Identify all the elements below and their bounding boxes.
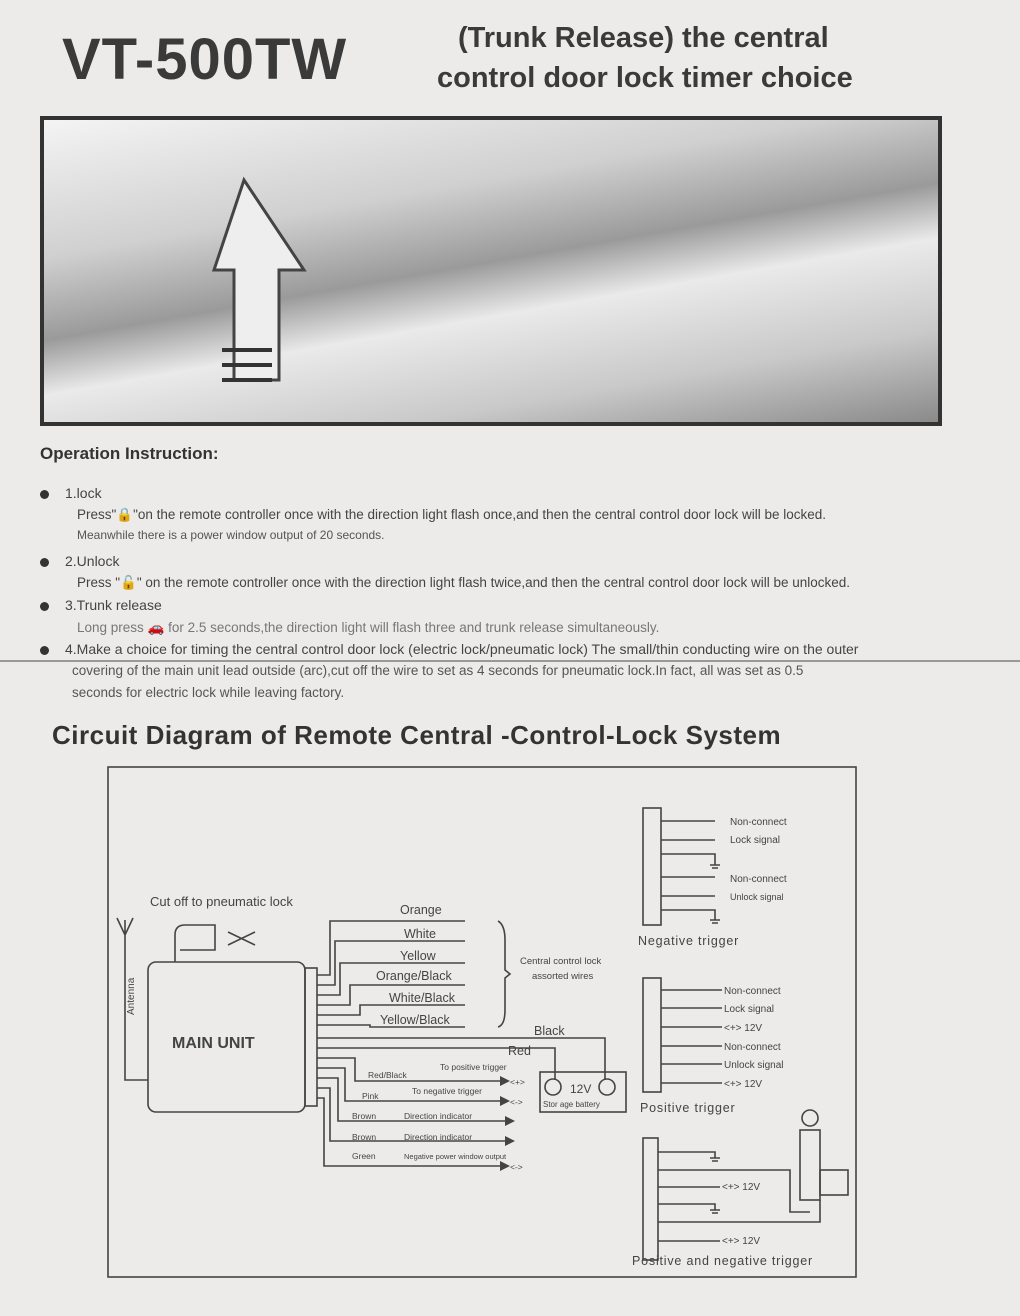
item-heading: 2.Unlock: [65, 553, 120, 569]
pin-label: <+> 12V: [722, 1182, 761, 1193]
item-heading: 4.Make a choice for timing the central control door lock (electric lock/pneumatic lock) The small/thin conducting wire on the outer: [65, 641, 859, 657]
plus-terminal: <+>: [510, 1077, 525, 1087]
operation-title: Operation Instruction:: [40, 444, 219, 463]
pin-label: Lock signal: [724, 1004, 775, 1015]
wire-label: Brown: [352, 1111, 377, 1121]
item-heading: 3.Trunk release: [65, 597, 162, 613]
pin-label: Unlock signal: [730, 892, 784, 902]
pin-label: <+> 12V: [722, 1236, 761, 1247]
item-heading: 1.lock: [65, 485, 102, 501]
item-text: Long press 🚗 for 2.5 seconds,the direction light will flash three and trunk release simultaneously.: [77, 620, 660, 635]
item-text: Press"🔒"on the remote controller once with the direction light flash once,and then the central control door lock will be locked.: [77, 507, 827, 522]
pin-label: <+> 12V: [724, 1079, 763, 1090]
wire-label: Red/Black: [368, 1070, 407, 1080]
negative-trigger-title: Negative trigger: [638, 934, 740, 948]
pin-label: Non-connect: [724, 1042, 781, 1053]
wire-desc: Negative power window output: [404, 1152, 507, 1161]
wire-label: Brown: [352, 1132, 377, 1142]
black-wire-label: Black: [534, 1024, 565, 1038]
wire-label: Pink: [362, 1091, 379, 1101]
red-wire-label: Red: [508, 1044, 531, 1058]
wire-label: White/Black: [389, 991, 455, 1005]
item-text: seconds for electric lock while leaving factory.: [72, 685, 345, 700]
wire-desc: Direction indicator: [404, 1111, 473, 1121]
positive-trigger-title: Positive trigger: [640, 1101, 736, 1115]
pin-label: Non-connect: [730, 817, 787, 828]
pin-label: Non-connect: [724, 986, 781, 997]
subtitle-line2: control door lock timer choice: [437, 62, 853, 94]
minus-terminal: <->: [510, 1162, 523, 1172]
wire-label: Green: [352, 1151, 376, 1161]
wire-label: Yellow: [400, 949, 436, 963]
lock-wires-label: assorted wires: [532, 971, 594, 982]
wire-label: Orange/Black: [376, 969, 452, 983]
wire-label: Orange: [400, 903, 442, 917]
pin-label: Non-connect: [730, 874, 787, 885]
cut-off-label: Cut off to pneumatic lock: [150, 894, 293, 909]
model-title: VT-500TW: [62, 27, 348, 92]
wire-desc: Direction indicator: [404, 1132, 473, 1142]
main-unit-label: MAIN UNIT: [172, 1035, 255, 1052]
battery-voltage: 12V: [570, 1082, 592, 1096]
lock-wires-label: Central control lock: [520, 956, 602, 967]
wire-desc: To negative trigger: [412, 1086, 482, 1096]
wire-label: White: [404, 927, 436, 941]
item-text: covering of the main unit lead outside (arc),cut off the wire to set as 4 seconds for pneumatic lock.In fact, all was set as 0.5: [72, 663, 804, 678]
antenna-label: Antenna: [126, 977, 137, 1015]
wire-label: Yellow/Black: [380, 1013, 450, 1027]
wire-desc: To positive trigger: [440, 1062, 507, 1072]
item-text: Meanwhile there is a power window output of 20 seconds.: [77, 528, 385, 542]
circuit-title: Circuit Diagram of Remote Central -Control-Lock System: [52, 720, 782, 750]
subtitle-line1: (Trunk Release) the central: [458, 22, 829, 54]
pin-label: <+> 12V: [724, 1023, 763, 1034]
battery-label: Stor age battery: [543, 1100, 600, 1109]
pin-label: Unlock signal: [724, 1060, 784, 1071]
minus-terminal: <->: [510, 1097, 523, 1107]
item-text: Press "🔓" on the remote controller once with the direction light flash twice,and then the central control door lock will be unlocked.: [77, 575, 851, 590]
posneg-trigger-title: Positive and negative trigger: [632, 1254, 813, 1268]
pin-label: Lock signal: [730, 835, 781, 846]
